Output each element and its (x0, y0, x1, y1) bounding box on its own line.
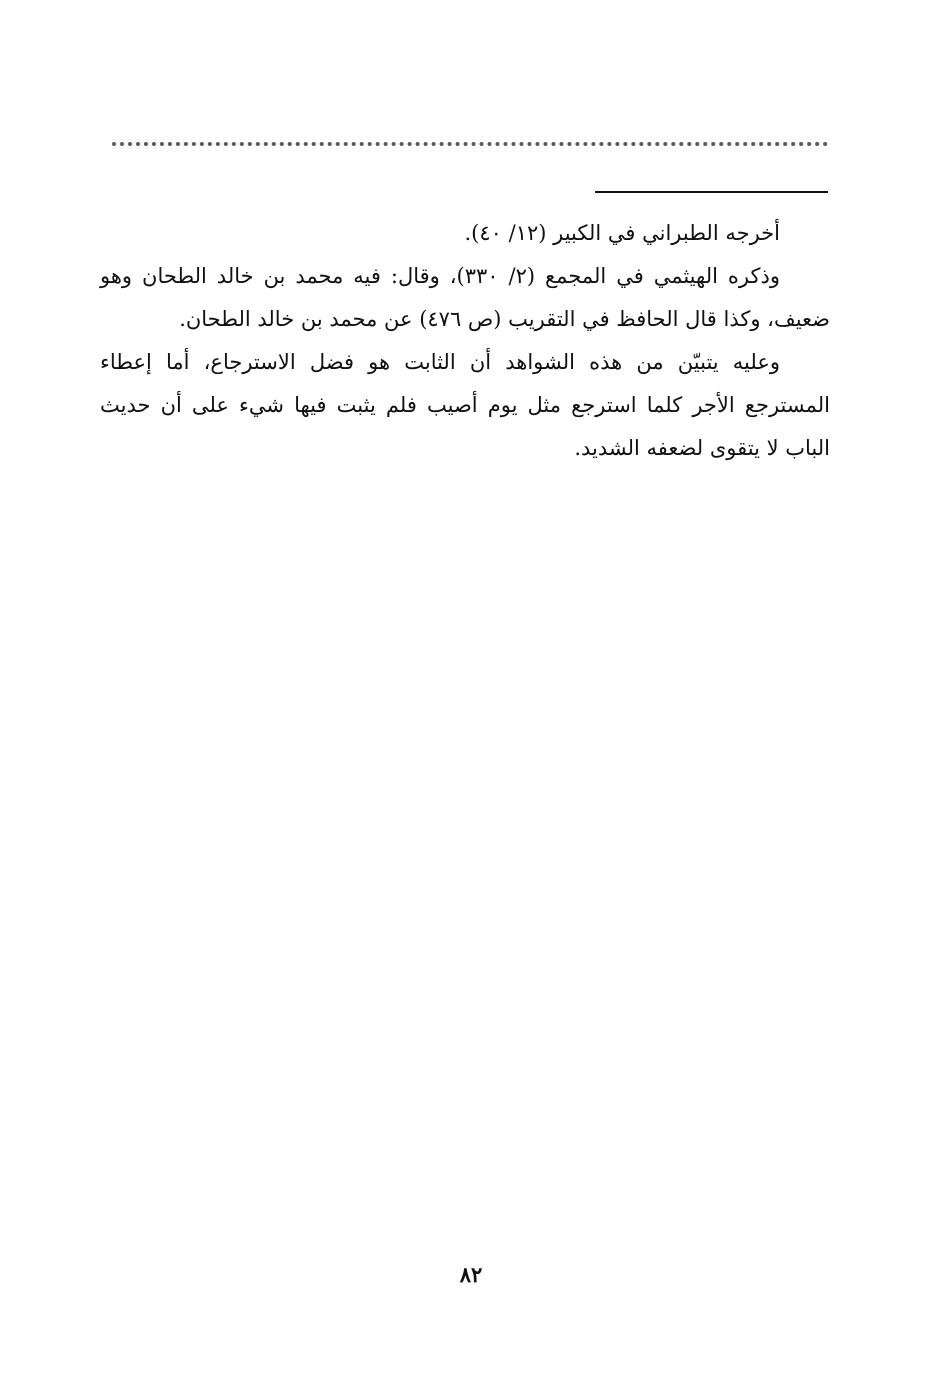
footnote-separator-line (595, 191, 828, 193)
dotted-separator (112, 142, 828, 146)
page-number: ٨٢ (459, 1262, 483, 1287)
footnote-paragraph-3: وعليه يتبيّن من هذه الشواهد أن الثابت هو فضل الاسترجاع، أما إعطاء المسترجع الأجر كلما استرجع مثل يوم أصيب فلم يثبت فيها شيء على أن حديث الباب لا يتقوى لضعفه الشديد. (100, 350, 830, 460)
footnotes-block (100, 212, 830, 470)
footnote-paragraph-1: أخرجه الطبراني في الكبير (١٢/ ٤٠). (464, 221, 780, 245)
footnote-paragraph-2: وذكره الهيثمي في المجمع (٢/ ٣٣٠)، وقال: فيه محمد بن خالد الطحان وهو ضعيف، وكذا قال الحافظ في التقريب (ص ٤٧٦) عن محمد بن خالد الطحان. (100, 264, 830, 331)
